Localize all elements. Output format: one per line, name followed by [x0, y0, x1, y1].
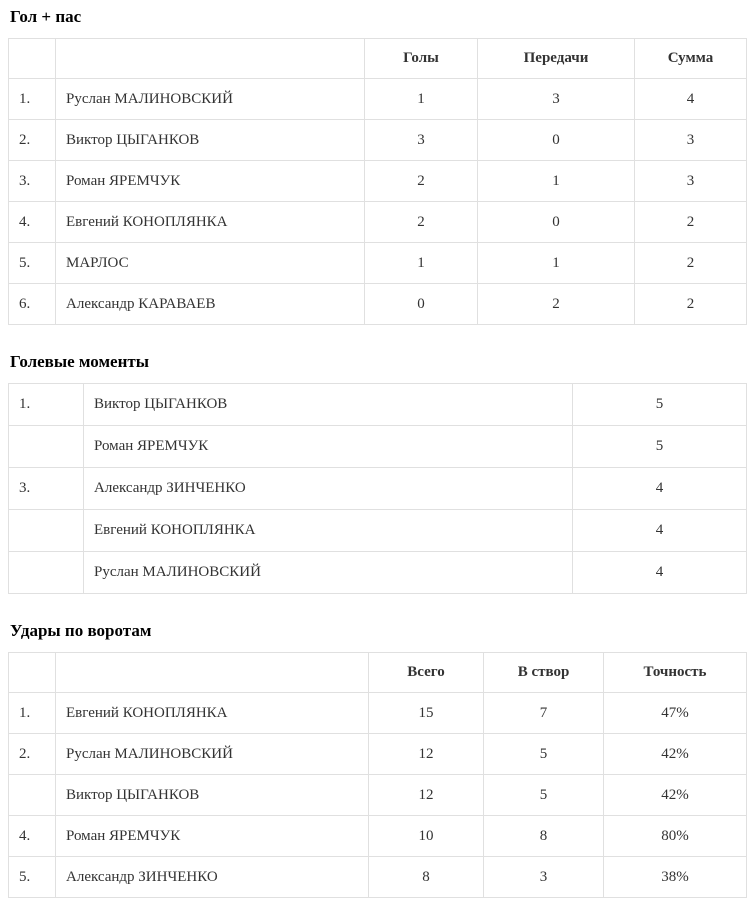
shots-total-cell: 15: [369, 693, 484, 734]
rank-cell: [9, 552, 84, 594]
rank-cell: 2.: [9, 120, 56, 161]
goals-cell: 0: [365, 284, 478, 325]
player-name-cell: Руслан МАЛИНОВСКИЙ: [56, 734, 369, 775]
accuracy-cell: 47%: [604, 693, 747, 734]
rank-cell: [9, 775, 56, 816]
player-name-cell: Александр КАРАВАЕВ: [56, 284, 365, 325]
rank-cell: 4.: [9, 816, 56, 857]
player-name-cell: Александр ЗИНЧЕНКО: [84, 468, 573, 510]
player-name-cell: Евгений КОНОПЛЯНКА: [84, 510, 573, 552]
accuracy-cell: 80%: [604, 816, 747, 857]
table-row: [9, 816, 747, 857]
sum-cell: 2: [635, 202, 747, 243]
table-row: [9, 426, 747, 468]
player-name-cell: Роман ЯРЕМЧУК: [56, 161, 365, 202]
sum-cell: 3: [635, 120, 747, 161]
column-header-goals: Голы: [365, 39, 478, 79]
player-name-cell: Руслан МАЛИНОВСКИЙ: [56, 79, 365, 120]
player-name-cell: Виктор ЦЫГАНКОВ: [56, 120, 365, 161]
column-header-total: Всего: [369, 653, 484, 693]
column-header-accuracy: Точность: [604, 653, 747, 693]
assists-cell: 1: [478, 243, 635, 284]
table-row: [9, 120, 747, 161]
rank-cell: [9, 426, 84, 468]
shots-on-target-cell: 3: [484, 857, 604, 898]
header-row: [9, 39, 747, 79]
column-header-rank: [9, 39, 56, 79]
shots-total-cell: 12: [369, 775, 484, 816]
header-row: [9, 653, 747, 693]
sum-cell: 3: [635, 161, 747, 202]
shots-on-target-cell: 7: [484, 693, 604, 734]
chances-cell: 4: [573, 552, 747, 594]
column-header-rank: [9, 653, 56, 693]
rank-cell: 1.: [9, 384, 84, 426]
table-row: [9, 79, 747, 120]
column-header-player: [56, 653, 369, 693]
player-name-cell: Евгений КОНОПЛЯНКА: [56, 202, 365, 243]
goal-chances-table: [8, 383, 747, 594]
section-title-shots-on-goal: Удары по воротам: [10, 621, 152, 640]
section-shots-on-goal: [8, 620, 746, 898]
player-name-cell: Виктор ЦЫГАНКОВ: [56, 775, 369, 816]
table-row: [9, 775, 747, 816]
assists-cell: 2: [478, 284, 635, 325]
chances-cell: 5: [573, 384, 747, 426]
player-name-cell: Роман ЯРЕМЧУК: [84, 426, 573, 468]
rank-cell: 5.: [9, 857, 56, 898]
shots-total-cell: 12: [369, 734, 484, 775]
chances-cell: 5: [573, 426, 747, 468]
goals-cell: 1: [365, 79, 478, 120]
column-header-sum: Сумма: [635, 39, 747, 79]
player-name-cell: Виктор ЦЫГАНКОВ: [84, 384, 573, 426]
table-row: [9, 552, 747, 594]
table-row: [9, 510, 747, 552]
column-header-player: [56, 39, 365, 79]
goals-cell: 3: [365, 120, 478, 161]
goals-cell: 1: [365, 243, 478, 284]
table-row: [9, 243, 747, 284]
goal-plus-pass-table: [8, 38, 747, 325]
section-title-goal-chances: Голевые моменты: [10, 352, 150, 371]
table-row: [9, 284, 747, 325]
assists-cell: 3: [478, 79, 635, 120]
rank-cell: 3.: [9, 468, 84, 510]
rank-cell: 4.: [9, 202, 56, 243]
goals-cell: 2: [365, 202, 478, 243]
section-title-goal-plus-pass: Гол + пас: [10, 7, 82, 26]
chances-cell: 4: [573, 468, 747, 510]
table-row: [9, 468, 747, 510]
player-name-cell: Александр ЗИНЧЕНКО: [56, 857, 369, 898]
rank-cell: 2.: [9, 734, 56, 775]
goals-cell: 2: [365, 161, 478, 202]
shots-on-target-cell: 8: [484, 816, 604, 857]
rank-cell: 1.: [9, 79, 56, 120]
shots-total-cell: 8: [369, 857, 484, 898]
table-row: [9, 161, 747, 202]
player-name-cell: Руслан МАЛИНОВСКИЙ: [84, 552, 573, 594]
section-goal-plus-pass: [8, 6, 746, 325]
player-name-cell: Роман ЯРЕМЧУК: [56, 816, 369, 857]
table-row: [9, 384, 747, 426]
accuracy-cell: 42%: [604, 775, 747, 816]
accuracy-cell: 38%: [604, 857, 747, 898]
shots-on-goal-table: [8, 652, 747, 898]
sum-cell: 4: [635, 79, 747, 120]
shots-on-target-cell: 5: [484, 775, 604, 816]
shots-total-cell: 10: [369, 816, 484, 857]
column-header-on-target: В створ: [484, 653, 604, 693]
rank-cell: 5.: [9, 243, 56, 284]
rank-cell: [9, 510, 84, 552]
player-name-cell: Евгений КОНОПЛЯНКА: [56, 693, 369, 734]
player-name-cell: МАРЛОС: [56, 243, 365, 284]
rank-cell: 6.: [9, 284, 56, 325]
table-row: [9, 202, 747, 243]
shots-on-target-cell: 5: [484, 734, 604, 775]
table-row: [9, 857, 747, 898]
table-row: [9, 734, 747, 775]
assists-cell: 0: [478, 202, 635, 243]
chances-cell: 4: [573, 510, 747, 552]
sum-cell: 2: [635, 284, 747, 325]
column-header-assists: Передачи: [478, 39, 635, 79]
rank-cell: 1.: [9, 693, 56, 734]
table-row: [9, 693, 747, 734]
rank-cell: 3.: [9, 161, 56, 202]
assists-cell: 1: [478, 161, 635, 202]
section-goal-chances: [8, 351, 746, 594]
sum-cell: 2: [635, 243, 747, 284]
assists-cell: 0: [478, 120, 635, 161]
accuracy-cell: 42%: [604, 734, 747, 775]
